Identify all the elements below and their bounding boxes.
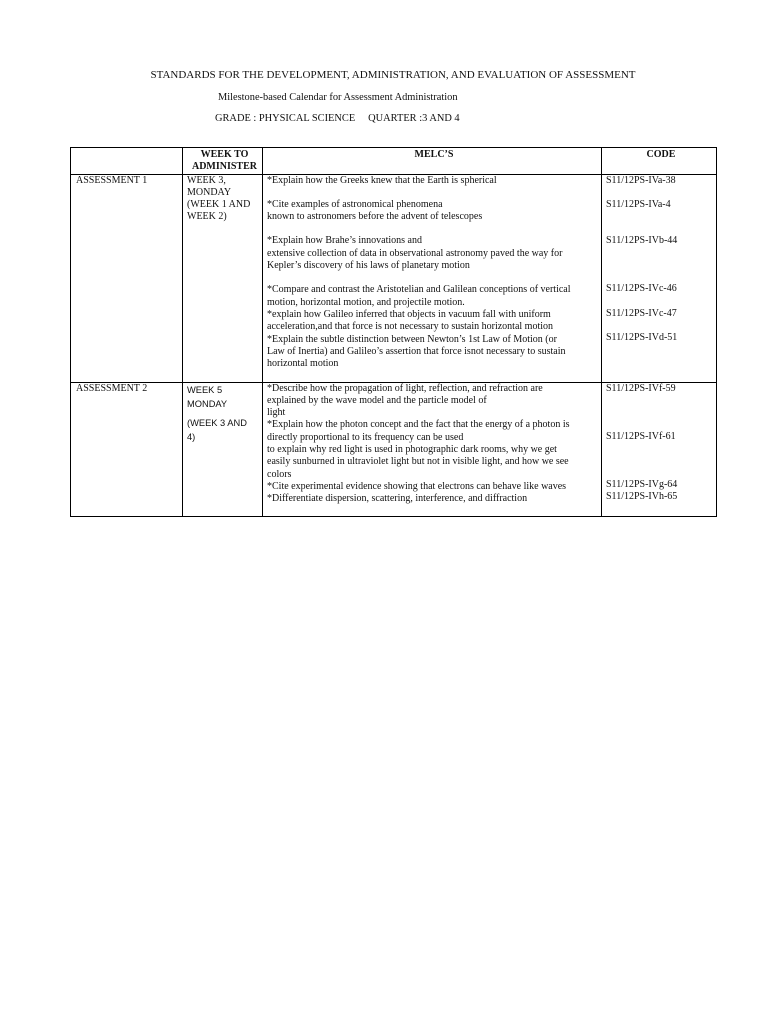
column-header-week: WEEK TO ADMINISTER — [183, 148, 263, 175]
melc-line: Kepler’s discovery of his laws of planetary motion — [267, 260, 470, 272]
code-cell — [602, 174, 717, 382]
melc-line: extensive collection of data in observational astronomy paved the way for — [267, 247, 563, 259]
melc-line: *Explain how Brahe’s innovations and — [267, 235, 422, 247]
week-line: WEEK 3, — [187, 174, 226, 186]
melc-line: *Cite experimental evidence showing that electrons can behave like waves — [267, 480, 567, 492]
week-line: WEEK 5 — [187, 384, 223, 395]
melc-line: to explain why red light is used in photographic dark rooms, why we get — [267, 444, 557, 456]
week-cell — [183, 174, 263, 382]
melc-code: S11/12PS-IVg-64 — [606, 479, 678, 491]
melc-code: S11/12PS-IVf-61 — [606, 430, 676, 442]
melc-code: S11/12PS-IVd-51 — [606, 332, 678, 344]
melc-line: *Explain how the Greeks knew that the Earth is spherical — [267, 174, 497, 186]
melc-code: S11/12PS-IVf-59 — [606, 382, 676, 394]
melc-code: S11/12PS-IVa-38 — [606, 174, 676, 186]
melc-line: Law of Inertia) and Galileo’s assertion that force isnot necessary to sustain — [267, 345, 566, 357]
melc-line: *Explain how the photon concept and the fact that the energy of a photon is — [267, 419, 570, 431]
week-line: 4) — [187, 431, 196, 442]
melc-line: *Describe how the propagation of light, reflection, and refraction are — [267, 382, 543, 394]
melc-code: S11/12PS-IVc-47 — [606, 307, 677, 319]
melc-code: S11/12PS-IVc-46 — [606, 283, 677, 295]
assessment-name: ASSESSMENT 1 — [71, 174, 183, 382]
melc-line: *explain how Galileo inferred that objects in vacuum fall with uniform — [267, 308, 551, 320]
table-row — [71, 174, 717, 382]
column-header-melcs: MELC’S — [263, 148, 602, 175]
melc-line: explained by the wave model and the particle model of — [267, 394, 487, 406]
melc-line: directly proportional to its frequency can be used — [267, 431, 464, 443]
melc-line: easily sunburned in ultraviolet light but not in visible light, and how we see — [267, 456, 569, 468]
melc-line: *Compare and contrast the Aristotelian and Galilean conceptions of vertical — [267, 284, 571, 296]
column-header-code: CODE — [602, 148, 717, 175]
code-cell — [602, 382, 717, 516]
melc-line: colors — [267, 468, 292, 480]
assessment-name: ASSESSMENT 2 — [71, 382, 183, 516]
week-cell — [183, 382, 263, 516]
assessment-calendar-table — [70, 147, 717, 517]
week-line: (WEEK 3 AND — [187, 417, 247, 428]
column-header-assessment — [71, 148, 183, 175]
grade-quarter-line: GRADE : PHYSICAL SCIENCE QUARTER :3 AND 4 — [215, 113, 460, 124]
melc-code: S11/12PS-IVb-44 — [606, 235, 678, 247]
melc-line: *Cite examples of astronomical phenomena — [267, 198, 443, 210]
document-title: STANDARDS FOR THE DEVELOPMENT, ADMINISTRATION, AND EVALUATION OF ASSESSMENT — [150, 69, 636, 81]
week-line: (WEEK 1 AND — [187, 199, 251, 211]
week-line: MONDAY — [187, 186, 232, 198]
melc-line: motion, horizontal motion, and projectile motion. — [267, 296, 465, 308]
melc-code: S11/12PS-IVh-65 — [606, 491, 678, 503]
melc-line: *Differentiate dispersion, scattering, interference, and diffraction — [267, 493, 528, 505]
melc-cell — [263, 382, 602, 516]
week-line: WEEK 2) — [187, 211, 227, 223]
melc-code: S11/12PS-IVa-4 — [606, 198, 671, 210]
table-row — [71, 382, 717, 516]
melc-line: *Explain the subtle distinction between Newton’s 1st Law of Motion (or — [267, 333, 557, 345]
melc-cell — [263, 174, 602, 382]
week-line: MONDAY — [187, 398, 228, 409]
melc-line: acceleration,and that force is not necessary to sustain horizontal motion — [267, 321, 554, 333]
document-subtitle: Milestone-based Calendar for Assessment Administration — [218, 92, 458, 103]
melc-line: light — [267, 407, 286, 419]
melc-line: horizontal motion — [267, 358, 339, 370]
table-header-row — [71, 148, 717, 175]
melc-line: known to astronomers before the advent of telescopes — [267, 211, 483, 223]
